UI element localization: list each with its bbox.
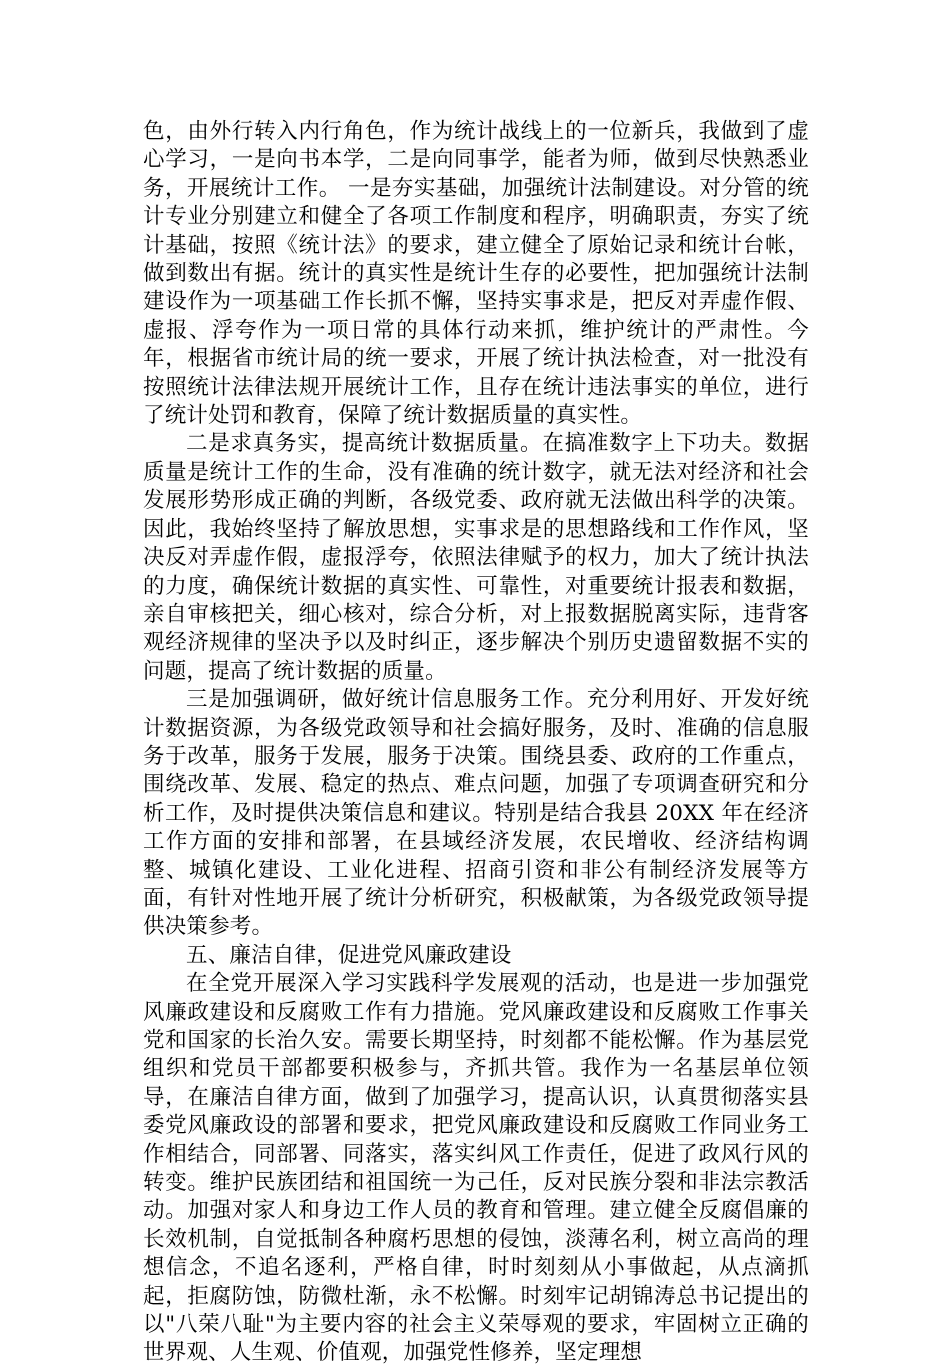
section-heading: 五、廉洁自律，促进党风廉政建设 [186,942,512,968]
paragraph: 三是加强调研，做好统计信息服务工作。充分利用好、开发好统计数据资源，为各级党政领导和社会搞好服务，及时、准确的信息服务于改革，服务于发展，服务于决策。围绕县委、政府的工作重点，围绕改革、发展、稳定的热点、难点问题，加强了专项调查研究和分析工作，及时提供决策信息和建议。特别是结合我县 20XX 年在经济工作方面的安排和部署，在县域经济发展，农民增收、经济结构调整、城镇化建设、工业化进程、招商引资和非公有制经济发展等方面，有针对性地开展了统计分析研究，积极献策，为各级党政领导提供决策参考。 [143,687,809,940]
paragraph: 色，由外行转入内行角色，作为统计战线上的一位新兵，我做到了虚心学习，一是向书本学，二是向同事学，能者为师，做到尽快熟悉业务，开展统计工作。 一是夯实基础，加强统计法制建设。对分管的统计专业分别建立和健全了各项工作制度和程序，明确职责，夯实了统计基础，按照《统计法》的要求，建立健全了原始记录和统计台帐，做到数出有据。统计的真实性是统计生存的必要性，把加强统计法制建设作为一项基础工作长抓不懈，坚持实事求是，把反对弄虚作假、虚报、浮夸作为一项日常的具体行动来抓，维护统计的严肃性。今年，根据省市统计局的统一要求，开展了统计执法检查，对一批没有按照统计法律法规开展统计工作，且存在统计违法事实的单位，进行了统计处罚和教育，保障了统计数据质量的真实性。 [143,119,809,429]
paragraph: 在全党开展深入学习实践科学发展观的活动，也是进一步加强党风廉政建设和反腐败工作有力措施。党风廉政建设和反腐败工作事关党和国家的长治久安。需要长期坚持，时刻都不能松懈。作为基层党组织和党员干部都要积极参与，齐抓共管。我作为一名基层单位领导，在廉洁自律方面，做到了加强学习，提高认识，认真贯彻落实县委党风廉政设的部署和要求，把党风廉政建设和反腐败工作同业务工作相结合，同部署、同落实，落实纠风工作责任，促进了政风行风的转变。维护民族团结和祖国统一为己任，反对民族分裂和非法宗教活动。加强对家人和身边工作人员的教育和管理。建立健全反腐倡廉的长效机制，自觉抵制各种腐朽思想的侵蚀，淡薄名利，树立高尚的理想信念，不追名逐利，严格自律，时时刻刻从小事做起，从点滴抓起，拒腐防蚀，防微杜渐，永不松懈。时刻牢记胡锦涛总书记提出的以"八荣八耻"为主要内容的社会主义荣辱观的要求，牢固树立正确的世界观、人生观、价值观，加强党性修养，坚定理想 [143,971,809,1366]
paragraph: 二是求真务实，提高统计数据质量。在搞准数字上下功夫。数据质量是统计工作的生命，没有准确的统计数字，就无法对经济和社会发展形势形成正确的判断，各级党委、政府就无法做出科学的决策。因此，我始终坚持了解放思想，实事求是的思想路线和工作作风，坚决反对弄虚作假，虚报浮夸，依照法律赋予的权力，加大了统计执法的力度，确保统计数据的真实性、可靠性，对重要统计报表和数据，亲自审核把关，细心核对，综合分析，对上报数据脱离实际，违背客观经济规律的坚决予以及时纠正，逐步解决个别历史遗留数据不实的问题，提高了统计数据的质量。 [143,431,809,684]
document-page [143,118,809,1368]
